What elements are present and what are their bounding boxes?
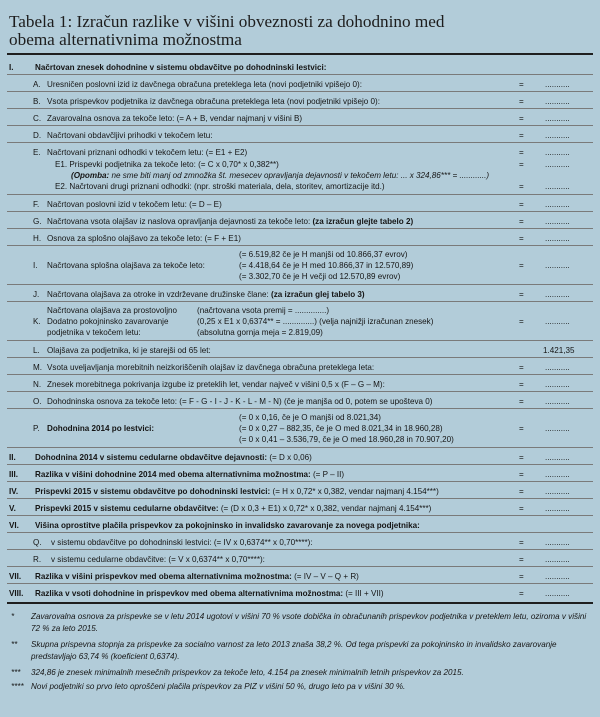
equals-sign: = [519,572,524,581]
row-letter: H. [33,234,42,243]
value-placeholder: ........... [545,234,570,243]
value-placeholder: ........... [545,290,570,299]
footnote-text: Skupna prispevna stopnja za prispevke za socialno varnost za leto 2013 znaša 38,2 %. Od tega prispevki za pokojninsko in invalidsko zavarovanje predstavljajo 63,74 % (koeficient 0,6374). [31,640,557,661]
separator [7,211,593,212]
section-label: Razlika v višini dohodnine 2014 med obema alternativnima možnostma: [35,470,311,479]
note-text: ne sme biti manj od zmnožka št. mesecev opravljanja dejavnosti v tekočem letu: ... x 324,86*** = ............) [111,171,490,180]
formula-line: (= 0 x 0,27 – 882,35, če je O med 8.021,34 in 18.960,28) [239,424,443,433]
equals-sign: = [519,200,524,209]
row-label: E1. Prispevki podjetnika za tekoče leto: (= C x 0,70* x 0,382**) [55,160,279,169]
row-letter: M. [33,363,42,372]
row-label: Dohodnina 2014 po lestvici: [47,424,155,433]
section-label: Višina oprostitve plačila prispevkov za pokojninsko in invalidsko zavarovanje za novega podjetnika: [35,521,420,530]
separator [7,108,593,109]
section-roman: VIII. [9,589,24,598]
row-letter: L. [33,346,40,355]
equals-sign: = [519,487,524,496]
footnote-mark: **** [11,682,24,691]
row-label: Uresničen poslovni izid iz davčnega obračuna preteklega leta (novi podjetniki vpišejo 0): [47,80,362,89]
value-placeholder: ........... [545,589,570,598]
separator [7,284,593,285]
row-letter: R. [33,555,42,564]
equals-sign: = [519,589,524,598]
separator [7,374,593,375]
section-label: Razlika v vsoti dohodnine in prispevkov med obema alternativnima možnostma: [35,589,344,598]
separator [7,245,593,246]
equals-sign: = [519,217,524,226]
formula-line: (0,25 x E1 x 0,6374** = ..............) (velja najnižji izračunan znesek) [197,317,434,326]
footnote [7,681,587,693]
section-formula: (= D x 0,06) [269,453,312,462]
value-placeholder: ........... [545,504,570,513]
footnote-mark: ** [11,640,18,649]
value-placeholder: ........... [545,182,570,191]
section-roman: II. [9,453,16,462]
row-label: Znesek morebitnega pokrivanja izgube iz preteklih let, vendar največ v višini 0,5 x (F – G – M): [47,380,385,389]
row-label: Dodatno pokojninsko zavarovanje [47,317,169,326]
equals-sign: = [519,131,524,140]
equals-sign: = [519,380,524,389]
row-label: Načrtovana vsota olajšav iz naslova opravljanja dejavnosti za tekoče leto: [47,217,311,226]
value-placeholder: ........... [545,397,570,406]
equals-sign: = [519,453,524,462]
footnote-mark: *** [11,668,21,677]
row-label: v sistemu cedularne obdavčitve: (= V x 0,6374** x 0,70****): [51,555,265,564]
section-roman: VI. [9,521,19,530]
separator [7,566,593,567]
equals-sign: = [519,504,524,513]
note-label: (Opomba: [71,171,110,180]
value-placeholder: ........... [545,487,570,496]
separator [7,194,593,195]
formula-line: (= 0 x 0,41 – 3.536,79, če je O med 18.960,28 in 70.907,20) [239,435,454,444]
row-label: Načrtovan poslovni izid v tekočem letu: (= D – E) [47,200,222,209]
section-roman: V. [9,504,16,513]
section-formula: (= IV – V – Q + R) [294,572,359,581]
value-placeholder: ........... [545,470,570,479]
section-label: Načrtovan znesek dohodnine v sistemu obdavčitve po dohodninski lestvici: [35,63,327,72]
row-letter: D. [33,131,42,140]
value-placeholder: ........... [545,200,570,209]
equals-sign: = [519,182,524,191]
section-label: Dohodnina 2014 v sistemu cedularne obdavčitve dejavnosti: [35,453,268,462]
row-label: Vsota prispevkov podjetnika iz davčnega obračuna preteklega leta (novi podjetniki vpišejo 0): [47,97,380,106]
row-label: Vsota uveljavljanja morebitnih neizkoriščenih olajšav iz davčnega obračuna preteklega leta: [47,363,375,372]
value-placeholder: ........... [545,148,570,157]
equals-sign: = [519,290,524,299]
row-reference: (za izračun glej tabelo 3) [271,290,365,299]
row-label: podjetnika v tekočem letu: [47,328,141,337]
separator [7,142,593,143]
row-letter: C. [33,114,42,123]
row-letter: P. [33,424,40,433]
value-placeholder: ........... [545,453,570,462]
footnote-mark: * [11,612,15,621]
row-label: Načrtovana splošna olajšava za tekoče leto: [47,261,205,270]
row-letter: G. [33,217,42,226]
equals-sign: = [519,80,524,89]
row-reference: (za izračun glejte tabelo 2) [312,217,414,226]
equals-sign: = [519,114,524,123]
separator [7,408,593,409]
footnote [7,611,587,635]
value-placeholder: ........... [545,555,570,564]
footer-rule [7,602,593,604]
row-label: Dohodninska osnova za tekoče leto: (= F - G - I - J - K - L - M - N) (če je manjša od 0, potem se upošteva 0) [47,397,433,406]
value-placeholder: ........... [545,572,570,581]
section-formula: (= P – II) [312,470,345,479]
section-label: Prispevki 2015 v sistemu cedularne obdavčitve: [35,504,219,513]
equals-sign: = [519,160,524,169]
separator [7,549,593,550]
footnote-text: 324,86 je znesek minimalnih mesečnih prispevkov za tekoče leto, 4.154 pa znesek minimalnih letnih prispevkov za 2015. [31,668,464,677]
separator [7,583,593,584]
row-label: Načrtovani obdavčljivi prihodki v tekočem letu: [47,131,213,140]
formula-line: (= 4.418,64 če je H med 10.866,37 in 12.570,89) [239,261,414,270]
section-formula: (= H x 0,72* x 0,382, vendar najmanj 4.154***) [272,487,439,496]
formula-line: (= 0 x 0,16, če je O manjši od 8.021,34) [239,413,381,422]
separator [7,74,593,75]
section-formula: (= (D x 0,3 + E1) x 0,72* x 0,382, vendar najmanj 4.154***) [220,504,432,513]
value-placeholder: ........... [545,317,570,326]
footnote-text: Zavarovalna osnova za prispevke se v letu 2014 ugotovi v višini 70 % vsote dobička in obračunanih prispevkov podjetnika v preteklem letu, oziroma v višini 72 % za leto 2015. [31,612,587,633]
separator [7,481,593,482]
row-value: 1.421,35 [543,346,575,355]
formula-line: (= 3.302,70 če je H večji od 12.570,89 evrov) [239,272,401,281]
row-label: Olajšava za podjetnika, ki je starejši od 65 let: [47,346,211,355]
separator [7,125,593,126]
formula-line: (absolutna gornja meja = 2.819,09) [197,328,323,337]
equals-sign: = [519,470,524,479]
row-label: Osnova za splošno olajšavo za tekoče leto: (= F + E1) [47,234,241,243]
row-letter: N. [33,380,42,389]
equals-sign: = [519,363,524,372]
equals-sign: = [519,397,524,406]
section-label: Prispevki 2015 v sistemu obdavčitve po dohodninski lestvici: [35,487,271,496]
section-roman: III. [9,470,18,479]
table-body [7,55,593,691]
row-letter: K. [33,317,41,326]
value-placeholder: ........... [545,380,570,389]
separator [7,498,593,499]
row-letter: O. [33,397,42,406]
equals-sign: = [519,261,524,270]
section-roman: I. [9,63,14,72]
row-letter: E. [33,148,41,157]
separator [7,447,593,448]
row-label: Načrtovana olajšava za otroke in vzdrževane družinske člane: [47,290,269,299]
value-placeholder: ........... [545,217,570,226]
section-formula: (= III + VII) [345,589,384,598]
value-placeholder: ........... [545,538,570,547]
section-roman: VII. [9,572,22,581]
row-letter: I. [33,261,38,270]
row-label: E2. Načrtovani drugi priznani odhodki: (npr. stroški materiala, dela, storitev, amortizacije itd.) [55,182,385,191]
equals-sign: = [519,234,524,243]
value-placeholder: ........... [545,97,570,106]
section-roman: IV. [9,487,19,496]
row-label: Načrtovani priznani odhodki v tekočem letu: (= E1 + E2) [47,148,248,157]
row-letter: Q. [33,538,42,547]
value-placeholder: ........... [545,160,570,169]
equals-sign: = [519,97,524,106]
row-label: v sistemu obdavčitve po dohodninski lestvici: (= IV x 0,6374** x 0,70****): [51,538,313,547]
equals-sign: = [519,317,524,326]
separator [7,532,593,533]
separator [7,515,593,516]
row-letter: J. [33,290,40,299]
row-letter: F. [33,200,40,209]
separator [7,91,593,92]
formula-line: (= 6.519,82 če je H manjši od 10.866,37 evrov) [239,250,408,259]
row-label: Načrtovana olajšava za prostovoljno [47,306,178,315]
value-placeholder: ........... [545,131,570,140]
footnote-text: Novi podjetniki so prvo leto oproščeni plačila prispevkov za PIZ v višini 50 %, drugo leto pa v višini 30 %. [31,682,406,691]
separator [7,357,593,358]
value-placeholder: ........... [545,363,570,372]
equals-sign: = [519,538,524,547]
row-letter: B. [33,97,41,106]
equals-sign: = [519,424,524,433]
row-letter: A. [33,80,41,89]
row-label: Zavarovalna osnova za tekoče leto: (= A + B, vendar najmanj v višini B) [47,114,303,123]
separator [7,228,593,229]
footnote [7,639,587,663]
value-placeholder: ........... [545,114,570,123]
equals-sign: = [519,555,524,564]
footnote [7,667,587,679]
value-placeholder: ........... [545,261,570,270]
value-placeholder: ........... [545,80,570,89]
section-label: Razlika v višini prispevkov med obema alternativnima možnostma: [35,572,292,581]
separator [7,340,593,341]
separator [7,464,593,465]
separator [7,301,593,302]
formula-line: (načrtovana vsota premij = ..............) [197,306,330,315]
table-title: Tabela 1: Izračun razlike v višini obveznosti za dohodnino med obema alternativnima možnostma [9,12,445,49]
equals-sign: = [519,148,524,157]
separator [7,391,593,392]
value-placeholder: ........... [545,424,570,433]
